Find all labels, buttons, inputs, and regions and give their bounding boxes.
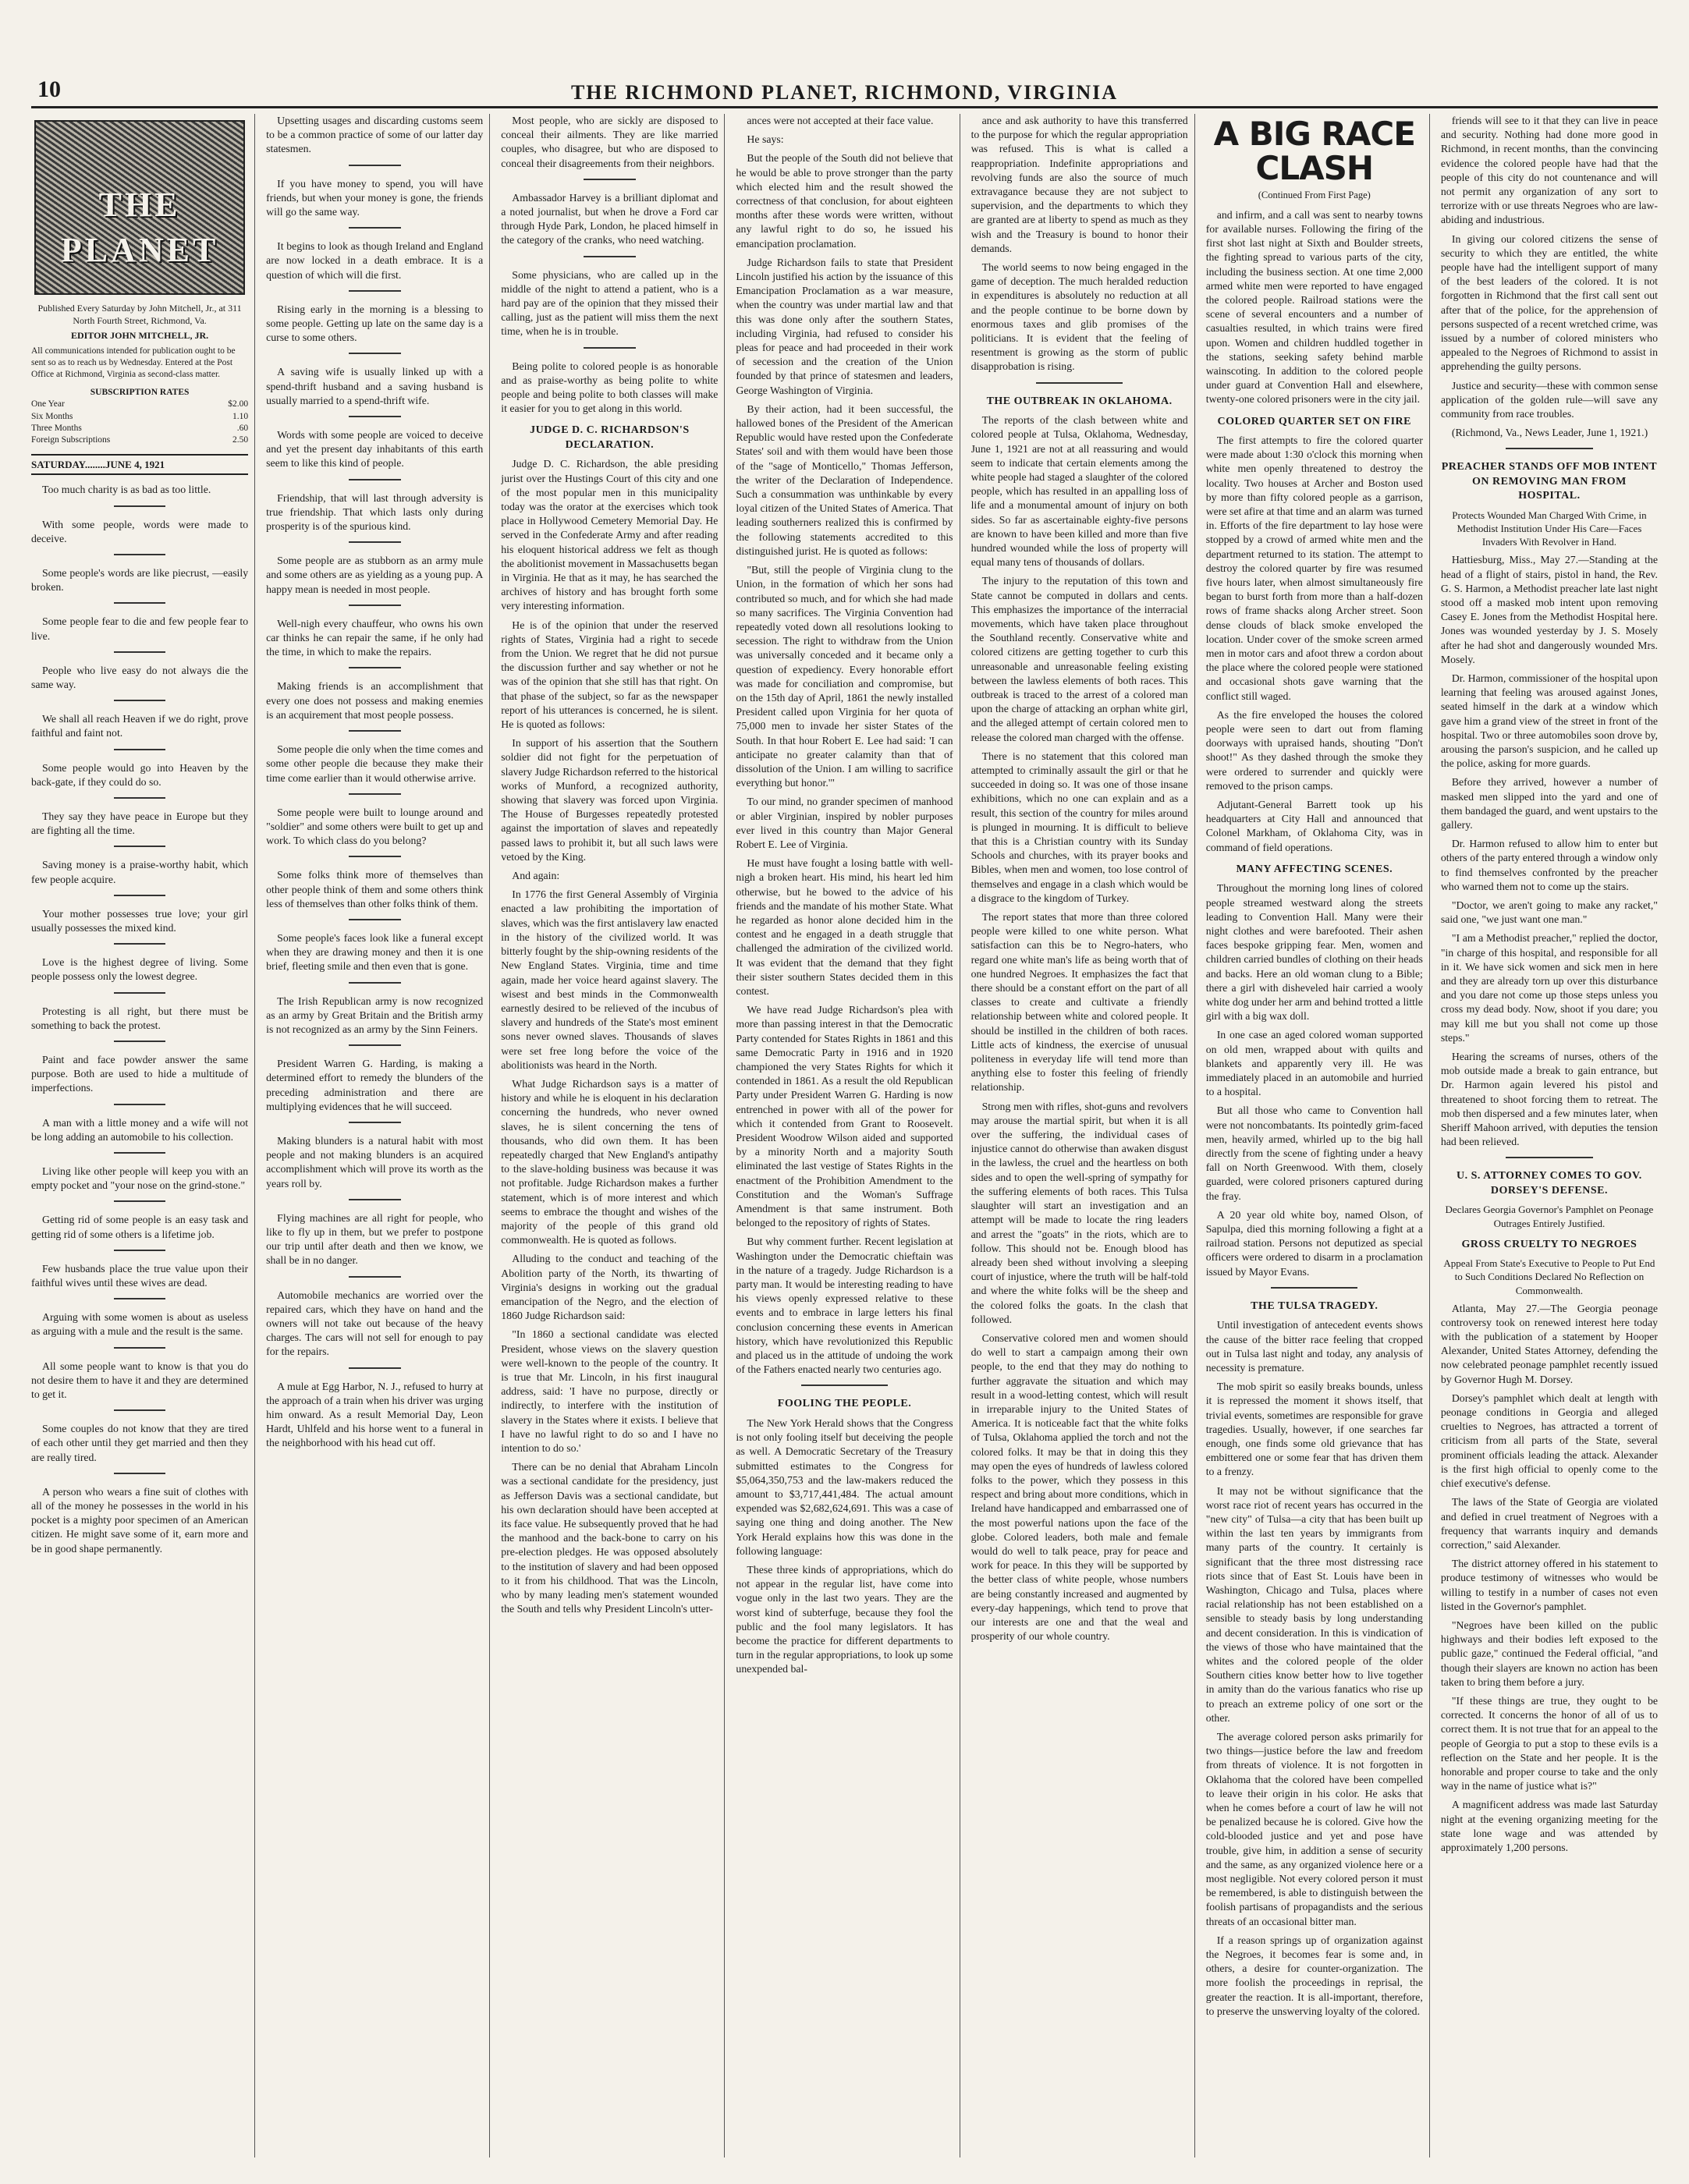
paragraph: Alluding to the conduct and teaching of the Abolition party of the North, its thwarting of Virginia's designs in working out the gradual emancipation of the Negro, and the election of 1860 Judge Richardson said: bbox=[501, 1253, 719, 1322]
paragraph: Few husbands place the true value upon their faithful wives until these wives are dead. bbox=[31, 1262, 249, 1289]
continued-note: (Continued From First Page) bbox=[1258, 190, 1371, 201]
paragraph: Until investigation of antecedent events shows the cause of the bitter race feeling that cropped out in Tulsa last night and today, any analysis of necessity is premature. bbox=[1205, 1319, 1423, 1374]
paragraph: Hearing the screams of nurses, others of the mob outside made a break to gain entrance, but Dr. Harmon again levered his pistol and threatened to shoot forcing them to retreat. The mob then dispersed and a few minutes later, when Sheriff Mahoon arrived, with deputies the tension had been relieved. bbox=[1440, 1051, 1658, 1148]
paragraph: Friendship, that will last through adversity is true friendship. That which lasts only during prosperity is of the spurious kind. bbox=[266, 491, 484, 533]
paragraph: In giving our colored citizens the sense of security to which they are entitled, the white people have had the intelligent support of many of the best leaders of the colored. It is not forgotten in Richmond that the first call sent out after that of the police, for the apprehension of persons suspected of a recent wretched crime, was issued by a number of colored ministers who appealed to the Negroes of Richmond to assist in apprehending the guilty persons. bbox=[1440, 232, 1658, 373]
column-5 bbox=[971, 114, 1195, 2157]
paragraph: But why comment further. Recent legislation at Washington under the Democratic chieftain was in the nature of a tragedy. Judge Richardson is a party man. It would be interesting reading to have his views openly expressed relative to these events and to embrace in large letters his final conclusion concerning these events in American history, which have revolutionized this Republic and placed us in the attitude of undoing the work of the Fathers enacted nearly two centuries ago. bbox=[736, 1236, 953, 1376]
column-6-mid-paragraphs bbox=[1206, 434, 1423, 855]
article-headline-richardson: JUDGE D. C. RICHARDSON'S DECLARATION. bbox=[530, 424, 690, 451]
paragraph: Adjutant-General Barrett took up his headquarters at City Hall and announced that Colonel Markham, of Oklahoma City, was in command of field operations. bbox=[1205, 799, 1423, 853]
paragraph: A person who wears a fine suit of clothes with all of the money he possesses in the world in his pocket is a mighty poor specimen of an American citizen. He might save some of it, earn more and be in good shape permanently. bbox=[31, 1485, 249, 1555]
paragraph: (Richmond, Va., News Leader, June 1, 1921.) bbox=[1451, 427, 1648, 439]
paragraph: The report states that more than three colored people were killed to one white person. What satisfaction can this be to Negro-haters, who regard one white man's life as being worth that of one hundred Negroes. It emphasizes the fact that there should be a constant effort on the part of all classes to create and cultivate a friendly relationship between white and colored people. It should be instilled in the children of both races. Little acts of kindness, the exercise of unusual politeness in everyday life will tend more than anything else to foster this feeling of friendly relationship. bbox=[970, 911, 1188, 1094]
column-7 bbox=[1441, 114, 1658, 2157]
publication-notice: All communications intended for publication ought to be sent so as to reach us by Wednesday. Entered at the Post Office at Richmond, Virginia as second-class matter. bbox=[31, 346, 236, 380]
paragraph: Living like other people will keep you with an empty pocket and "your nose on the grind-stone." bbox=[31, 1165, 249, 1192]
separator bbox=[801, 1384, 888, 1386]
paragraph: Conservative colored men and women should do well to start a campaign among their own people, to the end that they may do nothing to further aggravate the situation and which may result in a wood-letting contest, which will result in irreparable injury to the United States of America. It is noticeable fact that the white folks of Tulsa, Oklahoma applied the torch and not the colored folks. It may be that in doing this they may open the eyes of hundreds of lawless colored folks to the power, which they possess in this respect and bring about more conditions, which in Ireland have handicapped and embarrassed one of the most powerful nations upon the face of the globe. Colored leaders, both male and female would do well to talk peace, pray for peace and work for peace. In this they will be supported by the better class of white people, whose numbers are being constantly increased and augmented by every-day happenings, which tend to prove that our interests are one and that the weal and prosperity of our whole country. bbox=[970, 1331, 1188, 1643]
column-1 bbox=[31, 114, 255, 2157]
paragraph: The world seems to now being engaged in the game of deception. The much heralded reduction in expenditures is absolutely no reduction at all and the people continue to be borne down by enormous taxes and glib promises of the politicians. It is evident that the feeling of resentment is growing as the storm of public disapprobation is rising. bbox=[970, 261, 1188, 373]
paragraph: Dr. Harmon, commissioner of the hospital upon learning that feeling was aroused against Jones, seated himself in the dark at a window which gave him a grand view of the street in front of the hospital. Two or three automobiles soon drove by, arousing the parson's suspicion, and he called up the police, asking for more guards. bbox=[1440, 672, 1658, 770]
paragraph: Automobile mechanics are worried over the repaired cars, which they have on hand and the owners will not take out because of the heavy charges. The cars will not sell for enough to pay for the repairs. bbox=[266, 1289, 484, 1358]
paragraph: ance and ask authority to have this transferred to the purpose for which the regular appropriation was refused. This is what is called a reappropriation. Indefinite appropriations and revolving funds are also the source of much extravagance because they are not subject to supervision, and the departments to which they are granted are at liberty to spend as much as they wish and the Treasury is bound to honor their demands. bbox=[970, 115, 1188, 254]
separator bbox=[114, 700, 166, 701]
separator bbox=[349, 793, 401, 795]
paragraph: Dorsey's pamphlet which dealt at length with peonage conditions in Georgia and alleged cruelties to Negroes, has attracted a torrent of criticism from all parts of the State, several prominent officials leading the attack. Alexander is the first high official to openly come to the chief executive's defense. bbox=[1440, 1392, 1658, 1490]
separator bbox=[349, 982, 401, 984]
paragraph: Most people, who are sickly are disposed to conceal their ailments. They are like married couples, who disagree, but who are disposed to conceal their disagreements from their neighbors. bbox=[501, 115, 719, 169]
separator bbox=[114, 505, 166, 507]
paragraph: Hattiesburg, Miss., May 27.—Standing at the head of a flight of stairs, pistol in hand, the Rev. G. S. Harmon, a Methodist preacher late last night stood off a masked mob intent upon removing Casey E. Jones from the Methodist Hospital here. Jones was wounded yesterday by J. S. Mosely after he had shot and dangerously wounded Mrs. Mosely. bbox=[1440, 554, 1658, 665]
paragraph: It may not be without significance that the worst race riot of recent years has occurred in the "new city" of Tulsa—a city that has been built up within the last ten years by immigrants from many parts of the country. It certainly is significant that the three most distressing race riots since that of East St. Louis have been in Washington, Chicago and Tulsa, places where racial relationship has not been established on a sensible to steady basis by long understanding and decent consideration. In this is vindication of the views of those who have maintained that the whites and the colored people of the older Southern cities know better how to live together in amity than do the various fanatics who rise up to preach an extreme policy of one sort or the other. bbox=[1205, 1484, 1423, 1724]
separator bbox=[114, 895, 166, 896]
paragraph: "In 1860 a sectional candidate was elected President, whose views on the slavery question were well-known to the people of the country. It is true that Mr. Lincoln, in his first inaugural address, said: 'I have no purpose, directly or indirectly, to interfere with the institution of slavery in the States where it exists. I believe that I have no lawful right to do so and I have no intention to do so.' bbox=[501, 1328, 719, 1454]
column-3 bbox=[501, 114, 725, 2157]
separator bbox=[349, 227, 401, 229]
paragraph: These three kinds of appropriations, which do not appear in the regular list, have come into vogue only in the last two years. They are the worst kind of subterfuge, because they fool the public and the fool many legislators. It has become the practice for different departments to turn in the regular appropriations, to look up some unexpended bal- bbox=[736, 1563, 953, 1675]
paragraph: ances were not accepted at their face value. bbox=[747, 115, 934, 126]
paragraph: A 20 year old white boy, named Olson, of Sapulpa, died this morning following a fight at a railroad station. Persons not deputized as special officers were ordered to disarm in a proclamation issued by Mayor Evans. bbox=[1205, 1208, 1423, 1278]
article-headline-preacher: PREACHER STANDS OFF MOB INTENT ON REMOVING MAN FROM HOSPITAL. bbox=[1441, 461, 1658, 502]
column-5-article-body bbox=[971, 413, 1188, 1643]
separator bbox=[114, 651, 166, 653]
paragraph: There can be no denial that Abraham Lincoln was a sectional candidate for the presidency, just as Jefferson Davis was a sectional candidate, but his own declaration should have been accepted at its face value. He subsequently proved that he had the manhood and the back-bone to carry on his pre-election pledges. He was opposed absolutely to the institution of slavery and had been opposed to it from his childhood. That was the Lincoln, who by many leading men's statement wounded the South and tells why President Lincoln's utter- bbox=[501, 1461, 719, 1615]
separator bbox=[114, 1298, 166, 1299]
paragraph: Paint and face powder answer the same purpose. Both are used to hide a multitude of imperfections. bbox=[31, 1053, 249, 1094]
paragraph: friends will see to it that they can live in peace and security. Nothing had done more good in Richmond, in recent months, than the convincing evidence the colored people have had that the people of this city do not countenance and will not permit any organization of any sort to terrorize with or use threats Negroes who are law-abiding and industrious. bbox=[1440, 115, 1658, 226]
column-6-mid2-paragraphs bbox=[1206, 881, 1423, 1278]
paragraph: Some people were built to lounge around and "soldier" and some others were built to get up and work. To which class do you belong? bbox=[266, 806, 484, 847]
paragraph: It begins to look as though Ireland and England are now locked in a death embrace. It is a question of which will die first. bbox=[266, 240, 484, 281]
separator bbox=[114, 1200, 166, 1202]
separator bbox=[114, 749, 166, 750]
masthead-rule bbox=[31, 106, 1658, 108]
paragraph: People who live easy do not always die the same way. bbox=[31, 664, 249, 690]
paragraph: A mule at Egg Harbor, N. J., refused to hurry at the approach of a train when his driver was urging him onward. As a result Memorial Day, Leon Hardt, Uhlfeld and his horse went to a funeral in the neighborhood with his head cut off. bbox=[266, 1380, 484, 1449]
paragraph: All some people want to know is that you do not desire them to have it and they are determined to get it. bbox=[31, 1360, 249, 1401]
article-deck-preacher: Protects Wounded Man Charged With Crime, in Methodist Institution Under His Care—Faces Invaders With Revolver in Hand. bbox=[1452, 509, 1647, 548]
paragraph: The reports of the clash between white and colored people at Tulsa, Oklahoma, Wednesday, June 1, 1921 are not at all reassuring and would seem to indicate that certain elements among the white people had staged a slaughter of the colored people, which has resulted in an appalling loss of life and a monumental amount of injury on both sides. So far as ascertainable eighty-five persons are known to have been killed and more than five hundred wounded while the loss of property will equal many tens of thousands of dollars. bbox=[970, 414, 1188, 569]
paragraph: The district attorney offered in his statement to produce testimony of witnesses who would be willing to testify in a number of cases not even listed in the Governor's pamphlet. bbox=[1440, 1558, 1658, 1612]
rate-label: Six Months bbox=[31, 411, 73, 421]
rate-row bbox=[31, 434, 248, 446]
paragraph: Some people die only when the time comes and some other people die because they make their time come earlier than it would otherwise arrive. bbox=[266, 743, 484, 784]
paragraph: To our mind, no grander specimen of manhood or abler Virginian, inspired by nobler purposes ever lived in this country than Major General Robert E. Lee of Virginia. bbox=[736, 796, 953, 850]
column-2 bbox=[266, 114, 490, 2157]
paragraph: Making friends is an accomplishment that every one does not possess and making enemies is an acquirement that most people possess. bbox=[266, 680, 484, 721]
paragraph: By their action, had it been successful, the hallowed bones of the President of the American Republic would have rested upon the Confederate States' soil and with them would have been those of the "sage of Monticello," Thomas Jefferson, the writer of the Declaration of Independence. Such a consummation was unthinkable by every loyal citizen of the United States of America. That leading southerners realized this is confirmed by the following statements accredited to this distinguished jurist. He is quoted as follows: bbox=[736, 402, 953, 557]
separator bbox=[349, 1199, 401, 1200]
paragraph: The laws of the State of Georgia are violated and defied in cruel treatment of Negroes with a frequency that warrants inquiry and demands correction," said Alexander. bbox=[1440, 1496, 1658, 1551]
masthead: THE RICHMOND PLANET, RICHMOND, VIRGINIA bbox=[570, 81, 1119, 104]
paragraph: What Judge Richardson says is a matter of history and while he is eloquent in his declaration concerning the hundreds, who never owned slaves, he is silent concerning the tens of thousands, who did own them. It has been repeatedly charged that New England's antipathy to the slave-holding business was because it was not profitable. Judge Richardson makes a further statement, which is of more interest and which seems to embrace the thought and wishes of the majority of the people of this grand old commonwealth. He is quoted as follows. bbox=[501, 1077, 719, 1246]
paragraph: and infirm, and a call was sent to nearby towns for available nurses. Following the firing of the first shot last night at Sixth and Boulder streets, the fighting spread to various parts of the city, including the business section. At one time 2,000 armed white men were reported to have engaged the colored people. Railroad stations were the scene of several encounters and a number of casualties resulted, in which trains were fired upon. Women and children huddled together in the stations, seeking safety behind marble wainscoting. In addition to the colored people under guard at Convention Hall and elsewhere, twenty-one colored prisoners were in the city jail. bbox=[1205, 208, 1423, 406]
paragraph: Justice and security—these with common sense application of the golden rule—will save any community from race troubles. bbox=[1440, 379, 1658, 420]
newspaper-columns bbox=[31, 114, 1658, 2157]
separator bbox=[349, 1044, 401, 1046]
rate-value: $2.00 bbox=[228, 399, 249, 410]
page-number: 10 bbox=[37, 76, 61, 102]
paragraph: In one case an aged colored woman supported on old men, wrapped about with quilts and blankets and apparently very ill. He was immediately placed in an automobile and hurried to a hospital. bbox=[1205, 1029, 1423, 1098]
logo-text: THE PLANET bbox=[60, 186, 219, 270]
paragraph: But the people of the South did not believe that he would be able to prove stronger than the party which elected him and the result showed the correctness of that conclusion, for about eighteen months after these words were written, without any lawful right to do so, he issued his emancipation proclamation. bbox=[736, 152, 953, 250]
separator bbox=[349, 604, 401, 606]
paragraph: A man with a little money and a wife will not be long adding an automobile to his collection. bbox=[31, 1116, 249, 1143]
separator bbox=[349, 730, 401, 732]
separator bbox=[349, 165, 401, 166]
editor-line: EDITOR JOHN MITCHELL, JR. bbox=[71, 330, 209, 342]
paragraph: The first attempts to fire the colored quarter were made about 1:30 o'clock this morning when white men openly threatened to destroy the locality. Two houses at Archer and Boston used by more than fifty colored people as a garrison, were set afire at that time and an alarm was turned in. Efforts of the fire department to lay hose were stopped by a crowd of armed white men and the department returned to its station. The attempt to destroy the colored quarter by fire was resumed five hours later, when almost simultaneously fire began to burst forth from more than a half-dozen rows of frame shacks along Archer street. Soon dense clouds of black smoke enveloped the location. Under cover of the smoke screen armed men in motor cars and afoot threw a cordon about the place where the colored people were stationed and occasional shots gave warning that the conflict still waged. bbox=[1205, 434, 1423, 702]
paragraph: They say they have peace in Europe but they are fighting all the time. bbox=[31, 810, 249, 837]
paragraph: Love is the highest degree of living. Some people possess only the lowest degree. bbox=[31, 956, 249, 983]
separator bbox=[349, 667, 401, 668]
paragraph: Judge Richardson fails to state that President Lincoln justified his action by the issuance of this Emancipation Proclamation as a war measure, when the country was under martial law and that this was done only after the southern States, including Virginia, had refused to consider his pleas for peace and had proceeded in their work of secession and the creation of the Union founded by that prince of statesmen and leaders, George Washington of Virginia. bbox=[736, 256, 953, 396]
paragraph: He must have fought a losing battle with well-nigh a broken heart. His mind, his heart led him otherwise, but he bowed to the advice of his friends and the mandate of his mother State. What he regarded as honor alone decided him in the contest and he engaged in a death struggle that challenged the admiration of the civilized world. It was evident that the demand that they fight their sister southern States decided them in this contest. bbox=[736, 857, 953, 997]
subscription-rates bbox=[31, 399, 248, 446]
paragraph: He is of the opinion that under the reserved rights of States, Virginia had a right to secede from the Union. We regret that he did not pursue the discussion further and say whether or not he was of the opinion that she still has that right. On that phase of the subject, so far as the newspaper report of his utterances is concerned, he is silent. He is quoted as follows: bbox=[501, 619, 719, 731]
separator bbox=[114, 992, 166, 994]
separator bbox=[114, 1347, 166, 1349]
separator bbox=[349, 1276, 401, 1278]
issue-date: SATURDAY........JUNE 4, 1921 bbox=[31, 454, 248, 475]
paragraph: He says: bbox=[747, 133, 784, 146]
rate-label: Foreign Subscriptions bbox=[31, 434, 111, 445]
column-7-article-body bbox=[1441, 1302, 1658, 1856]
separator bbox=[114, 1152, 166, 1154]
paragraph: Arguing with some women is about as useless as arguing with a mule and the result is the same. bbox=[31, 1311, 249, 1338]
separator bbox=[349, 919, 401, 920]
paragraph: Some folks think more of themselves than other people think of them and some others think less of themselves than other folks think of them. bbox=[266, 869, 484, 909]
separator bbox=[1506, 1157, 1592, 1158]
separator bbox=[349, 416, 401, 417]
paragraph: A saving wife is usually linked up with a spend-thrift husband and a saving husband is usually married to a spend-thrift wife. bbox=[266, 366, 484, 406]
separator bbox=[584, 347, 636, 349]
paragraph: Some physicians, who are called up in the middle of the night to attend a patient, who is a hard pay are of the opinion that they missed their calling, just as the patient will miss them the next time, when he is in trouble. bbox=[501, 268, 719, 338]
column-4 bbox=[736, 114, 960, 2157]
separator bbox=[349, 856, 401, 857]
separator bbox=[114, 1104, 166, 1105]
paragraph: Upsetting usages and discarding customs seem to be a common practice of some of our latter day statesmen. bbox=[266, 115, 484, 155]
paragraph: The Irish Republican army is now recognized as an army by Great Britain and the British army is not recognized as an army by the Sinn Feiners. bbox=[266, 994, 484, 1035]
paragraph: Some people's words are like piecrust, —easily broken. bbox=[31, 566, 249, 594]
paragraph: President Warren G. Harding, is making a determined effort to remedy the blunders of the preceding administration and there are multiplying evidences that he will succeed. bbox=[266, 1058, 484, 1112]
column-5-top-paragraphs bbox=[971, 114, 1188, 374]
article-deck-dorsey: Declares Georgia Governor's Pamphlet on Peonage Outrages Entirely Justified. bbox=[1445, 1204, 1654, 1229]
column-6-top-paragraphs bbox=[1206, 208, 1423, 407]
paragraph: There is no statement that this colored man attempted to criminally assault the girl or that he succeeded in doing so. It was one of those insane exhibitions, which no one can explain and as a result, this section of the country for miles around is plunged in mourning. It is difficult to believe that this is a Christian country with its Sunday Schools and churches, with its prayer books and Bibles, when men and women, too lose control of themselves and engage in a clash which would be a disgrace to the kingdom of Turkey. bbox=[970, 750, 1188, 904]
separator bbox=[349, 1122, 401, 1123]
column-7-mid-paragraphs bbox=[1441, 553, 1658, 1149]
paragraph: Too much charity is as bad as too little. bbox=[42, 484, 211, 496]
paragraph: Flying machines are all right for people, who like to fly up in them, but we prefer to postpone our trip until after death and then we know, we shall be in no danger. bbox=[266, 1211, 484, 1267]
separator bbox=[114, 602, 166, 604]
column-6-article-body bbox=[1206, 1318, 1423, 2019]
paragraph: Rising early in the morning is a blessing to some people. Getting up late on the same day is a curse to some others. bbox=[266, 303, 484, 344]
paragraph: "I am a Methodist preacher," replied the doctor, "in charge of this hospital, and responsible for all in it. We have sick women and sick men in here and they are already torn up over this disturbance and you dare not come up those steps unless you cross my dead body. Now, shoot if you dare; you may kill me but you shall not come up those steps." bbox=[1440, 932, 1658, 1044]
rate-label: Three Months bbox=[31, 423, 82, 433]
separator bbox=[349, 353, 401, 354]
article-headline-tulsa: THE TULSA TRAGEDY. bbox=[1251, 1299, 1379, 1312]
paragraph: Your mother possesses true love; your girl usually possesses the mixed kind. bbox=[31, 907, 249, 934]
separator bbox=[584, 256, 636, 257]
separator bbox=[349, 541, 401, 543]
subhead-fire: COLORED QUARTER SET ON FIRE bbox=[1217, 415, 1411, 427]
separator bbox=[1271, 1287, 1357, 1289]
paragraph: Some couples do not know that they are tired of each other until they get married and then they are really tired. bbox=[31, 1423, 249, 1463]
paragraph: Saving money is a praise-worthy habit, which few people acquire. bbox=[31, 859, 249, 885]
separator bbox=[114, 797, 166, 799]
separator bbox=[349, 290, 401, 292]
paragraph: Some people fear to die and few people fear to live. bbox=[31, 615, 249, 642]
paragraph: "But, still the people of Virginia clung to the Union, in the formation of which her sons had contributed so much, and for which she had made so many sacrifices. The Virginia Convention had repeatedly voted down all resolutions looking to secession. The right to withdraw from the Union was universally conceded and it became only a question of expediency. Every honorable effort was made for conciliation and compromise, but on the 15th day of April, 1861 the newly installed President called upon Virginia for her quota of 75,000 men to invade her sister States of the South. In that hour Robert E. Lee had said: 'I can anticipate no greater calamity than that of dissolution of the Union. I am willing to sacrifice everything but honor.'" bbox=[736, 564, 953, 789]
publisher-line: Published Every Saturday by John Mitchell, Jr., at 311 North Fourth Street, Richmond, Va. bbox=[37, 303, 242, 326]
article-headline-oklahoma: THE OUTBREAK IN OKLAHOMA. bbox=[986, 395, 1173, 407]
column-4-top-paragraphs bbox=[736, 114, 953, 1377]
column-6 bbox=[1206, 114, 1430, 2157]
paragraph: But all those who came to Convention hall were not noncombatants. Its pointedly grim-faced men, heavily armed, whirled up to the big hall directly from the scene of fighting under a heavy fall on North Greenwood. With them, closely guarded, were colored prisoners captured during the fray. bbox=[1205, 1104, 1423, 1202]
separator bbox=[114, 943, 166, 945]
masthead-logo bbox=[34, 120, 245, 295]
separator bbox=[349, 479, 401, 480]
paragraph: We have read Judge Richardson's plea with more than passing interest in that the Democratic Party contended for States Rights in 1861 and this same Democratic Party in 1916 and in 1920 championed the very States Rights for which it contended in 1861. As a result the old Republican Party under President Warren G. Harding is now entrenched in power with all of the power for which it contended from Grant to Roosevelt. President Woodrow Wilson aided and supported by a minority North and a majority South eliminated the last vestige of States Rights in the enactment of the Prohibition Amendment to the Constitution and the Woman's Suffrage Amendment is that same instrument. Both belonged to the repository of rights of States. bbox=[736, 1004, 953, 1229]
column-4-article-body bbox=[736, 1416, 953, 1677]
column-7-top-paragraphs bbox=[1441, 114, 1658, 440]
subhead-scenes: MANY AFFECTING SCENES. bbox=[1236, 863, 1393, 875]
paragraph: And again: bbox=[512, 870, 560, 882]
column-2-paragraphs bbox=[266, 114, 483, 1451]
paragraph: Strong men with rifles, shot-guns and revolvers may arouse the martial spirit, but when it is all over the suffering, the individual cases of injustice cannot do otherwise than awaken disgust in the lawless, the cruel and the heartless on both sides and to open the well-spring of sympathy for the suffering elements of both races. This Tulsa slaughter will start an investigation and an attempt will be made to locate the ring leaders and arrest the "goats" in the riots, which are to follow. This should not be. Enough blood has already been shed without involving a sleeping court of injustice, where the truth will be half-told and where the white folks will be the sheep and the colored folks the goats. In the clash that followed. bbox=[970, 1100, 1188, 1325]
paragraph: Judge D. C. Richardson, the able presiding jurist over the Hustings Court of this city and one of the most popular men in this municipality today was the orator at the exercises which took place in Hollywood Cemetery Memorial Day. He served in the Confederate Army and after reading his eloquent historical address we felt as though the abolitionist movement in Massachusetts began in Virginia. He that as it may, he has searched the archives of history and has brought forth some very interesting information. bbox=[501, 458, 719, 612]
separator bbox=[584, 179, 636, 180]
separator bbox=[114, 1250, 166, 1251]
paragraph: Atlanta, May 27.—The Georgia peonage controversy took on renewed interest here today with the publication of a statement by Hooper Alexander, United States Attorney, defending the now celebrated peonage pamphlet recently issued by Governor Hugh M. Dorsey. bbox=[1440, 1302, 1658, 1385]
paragraph: As the fire enveloped the houses the colored people were seen to dart out from flaming doorways with upraised hands, shouting "Don't shoot!" As they dashed through the smoke they were ordered to surrender and quickly were removed to the prison camps. bbox=[1205, 708, 1423, 792]
paragraph: Some people would go into Heaven by the back-gate, if they could do so. bbox=[31, 761, 249, 788]
big-headline: A BIG RACE CLASH bbox=[1213, 115, 1415, 188]
paragraph: Well-nigh every chauffeur, who owns his own car thinks he can repair the same, if he only had the time, in which to make the repairs. bbox=[266, 617, 484, 658]
paragraph: "If these things are true, they ought to be corrected. It concerns the honor of all of us to correct them. It is not true that for an appeal to the people of Georgia to put a stop to these evils is a reflection on the State and her people. It is the honorable and proper course to take and the only way in the name of justice what is?" bbox=[1440, 1694, 1658, 1792]
paragraph: The New York Herald shows that the Congress is not only fooling itself but deceiving the people as well. A Democratic Secretary of the Treasury submitted estimates to the Congress for $5,064,350,753 and the law-makers reduced the amount to $3,717,441,484. The actual amount expended was $2,682,624,691. This was a case of saying one thing and doing another. The New York Herald explains how this was done in the following language: bbox=[736, 1416, 953, 1557]
paragraph: A magnificent address was made last Saturday night at the evening organizing meeting for the state lone wage and was attended by approximately 1,200 persons. bbox=[1440, 1799, 1658, 1853]
separator bbox=[1036, 382, 1123, 384]
rate-row bbox=[31, 423, 248, 434]
rate-row bbox=[31, 399, 248, 410]
subhead-cruelty: GROSS CRUELTY TO NEGROES bbox=[1461, 1238, 1638, 1250]
paragraph: If a reason springs up of organization against the Negroes, it becomes fear is some and, in others, a desire for counter-organization. The more foolish the proceedings in reprisal, the greater the reaction. It is all-important, therefore, to preserve the unswerving loyalty of the colored. bbox=[1205, 1934, 1423, 2017]
rate-value: 2.50 bbox=[232, 434, 249, 445]
paragraph: The mob spirit so easily breaks bounds, unless it is repressed the moment it shows itself, that trivial events, sometimes are responsible for grave tragedies. Usually, however, if one searches far enough, one finds some old grievance that has embittered one or some fear that has driven them to a frenzy. bbox=[1205, 1381, 1423, 1478]
paragraph: Some people's faces look like a funeral except when they are drawing money and then it is one brief, fleeting smile and then even that is gone. bbox=[266, 931, 484, 973]
article-headline-fooling: FOOLING THE PEOPLE. bbox=[777, 1398, 912, 1410]
paragraph: Throughout the morning long lines of colored people streamed westward along the streets leading to Convention Hall. Many were their night clothes and were barefooted. Their ashen faces bespoke gripping fear. Men, women and children carried bundles of clothing on their heads and backs. Here an old woman clung to a Bible; there a girl with disheveled hair carried a wooly white dog under her arm and behind trotted a little girl with a big wax doll. bbox=[1205, 882, 1423, 1023]
paragraph: The average colored person asks primarily for two things—justice before the law and freedom from threats of violence. It is not forgotten in Oklahoma that the colored have been compelled to leave their origin in his color. He asks that when he comes before a court of law he will not be penalized because he is colored. Give how the cold-blooded justice and yet and pose have trouble, give him, in addition a sense of security and the same, as any organized violence here or a most negligible. Not every colored person it must be remembered, is able to distinguish between the foolish partisans of propagandists and the serious threats of an occasional bitter man. bbox=[1205, 1731, 1423, 1927]
paragraph: We shall all reach Heaven if we do right, prove faithful and faint not. bbox=[31, 713, 249, 739]
paragraph: Getting rid of some people is an easy task and getting rid of some others is a lifetime job. bbox=[31, 1214, 249, 1240]
paragraph: Making blunders is a natural habit with most people and not making blunders is an acquired accomplishment which will prove its worth as the years roll by. bbox=[266, 1134, 484, 1190]
separator bbox=[114, 846, 166, 847]
separator bbox=[114, 554, 166, 555]
paragraph: In 1776 the first General Assembly of Virginia enacted a law prohibiting the importation of slaves, which was the first antislavery law enacted in the history of the civilized world. It was bitterly fought by the ship-owning residents of the New England States. Virginia, time and time again, made her voice heard against slavery. The wisest and best minds in the Commonwealth earnestly desired to be relieved of the incubus of slavery and hundreds of the State's most eminent sons never owned slaves. Thousands of slaves were set free long before the voice of the abolitionists was heard in the North. bbox=[501, 888, 719, 1071]
subscription-rates-title: SUBSCRIPTION RATES bbox=[90, 388, 190, 398]
paragraph: In support of his assertion that the Southern soldier did not fight for the perpetuation of slavery Judge Richardson referred to the historical works of Munford, a recognized authority, showing that slavery was forced upon Virginia. The House of Burgesses repeatedly protested against the importation of slaves and repeatedly passed laws to prohibit it, but all such laws were vetoed by the King. bbox=[501, 737, 719, 863]
paragraph: Ambassador Harvey is a brilliant diplomat and a noted journalist, but when he drove a Ford car through Hyde Park, London, he placed himself in the category of the cranks, who need watching. bbox=[501, 191, 719, 246]
paragraph: "Doctor, we aren't going to make any racket," said one, "we just want one man." bbox=[1440, 899, 1658, 926]
column-1-paragraphs bbox=[31, 483, 248, 1556]
separator bbox=[114, 1409, 166, 1411]
rate-value: 1.10 bbox=[232, 411, 249, 421]
rate-value: .60 bbox=[236, 423, 249, 433]
paragraph: The injury to the reputation of this town and State cannot be computed in dollars and cents. This emphasizes the importance of the interracial movements, which have taken place throughout the Southland recently. Conservative white and colored citizens are getting together to curb this unreasonable and unreasonable feeling existing between the lawless elements of both races. This outbreak is traced to the arrest of a colored man upon the charge of attacking an orphan white girl, and the alleged attempt of certain colored men to release the colored man charged with the offense. bbox=[970, 575, 1188, 743]
separator bbox=[114, 1041, 166, 1042]
paragraph: Dr. Harmon refused to allow him to enter but others of the party entered through a window only to find themselves confronted by the preacher who warned them not to come up the stairs. bbox=[1440, 838, 1658, 892]
paragraph: With some people, words were made to deceive. bbox=[31, 518, 249, 544]
separator bbox=[1506, 448, 1592, 449]
rate-row bbox=[31, 411, 248, 423]
article-deck-cruelty: Appeal From State's Executive to People to Put End to Such Conditions Declared No Reflection on Commonwealth. bbox=[1443, 1257, 1655, 1296]
paragraph: Some people are as stubborn as an army mule and some others are as yielding as a young pup. A happy mean is needed in most people. bbox=[266, 555, 484, 595]
article-headline-dorsey: U. S. ATTORNEY COMES TO GOV. DORSEY'S DEFENSE. bbox=[1457, 1170, 1642, 1197]
paragraph: Being polite to colored people is as honorable and as praise-worthy as being polite to white people and being polite to both classes will make it easier for you to get along in this world. bbox=[501, 360, 719, 415]
paragraph: Protesting is all right, but there must be something to back the protest. bbox=[31, 1005, 249, 1031]
paragraph: Before they arrived, however a number of masked men slipped into the yard and one of them bandaged the guard, and went upstairs to the gallery. bbox=[1440, 776, 1658, 831]
rate-label: One Year bbox=[31, 399, 65, 410]
paragraph: "Negroes have been killed on the public highways and their bodies left exposed to the public gaze," continued the Federal official, "and though their slayers are known no action has been taken to bring them before a jury. bbox=[1440, 1618, 1658, 1688]
paragraph: Words with some people are voiced to deceive and yet the present day inhabitants of this earth seem to like this kind of people. bbox=[266, 429, 484, 470]
column-3-top-paragraphs bbox=[501, 114, 718, 416]
separator bbox=[349, 1367, 401, 1369]
paragraph: If you have money to spend, you will have friends, but when your money is gone, the friends will go the same way. bbox=[266, 177, 484, 218]
separator bbox=[114, 1473, 166, 1474]
column-3-article-body bbox=[501, 457, 718, 1616]
